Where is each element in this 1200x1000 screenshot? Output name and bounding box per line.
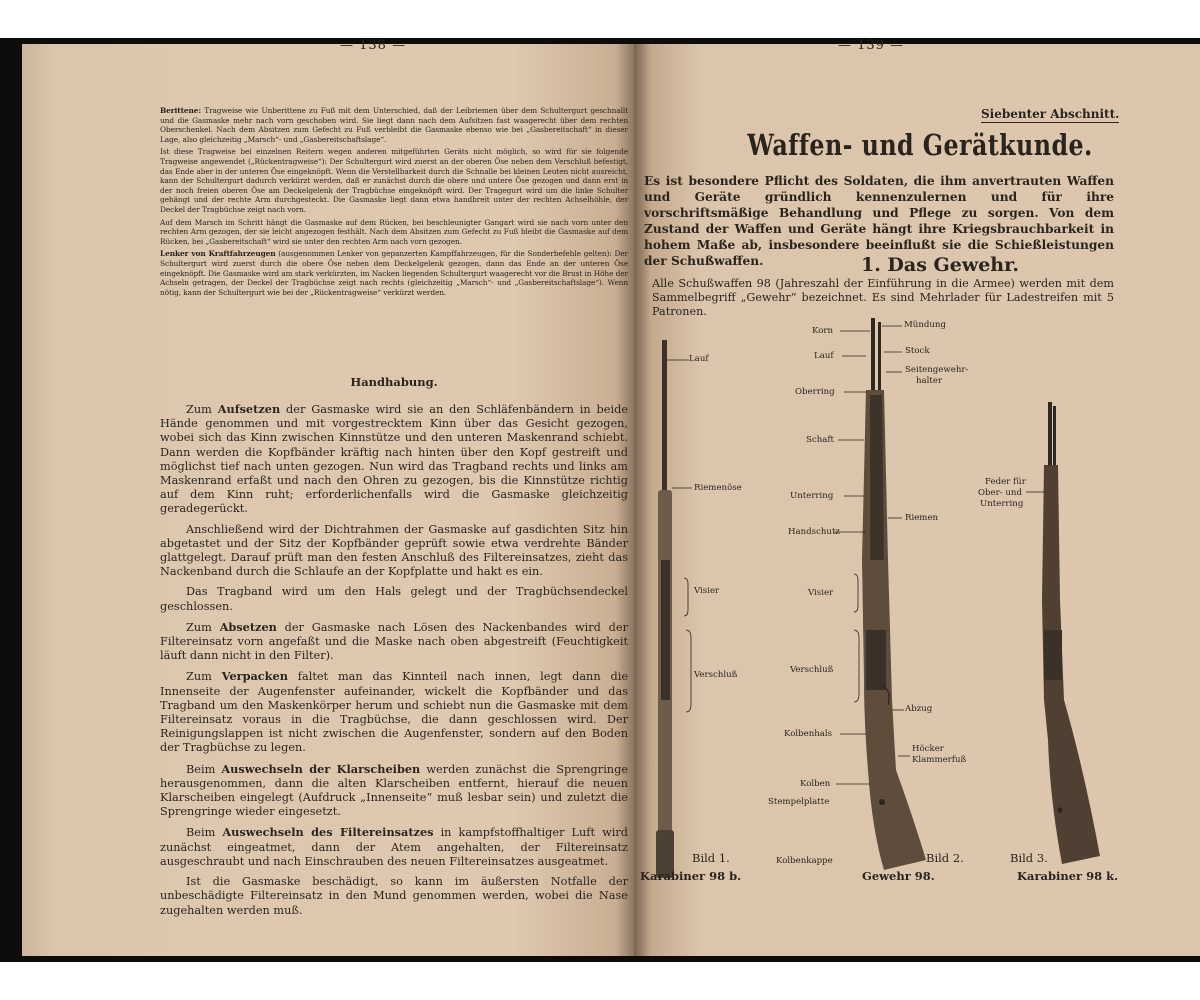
label-klammerfuss: Klammerfuß — [912, 755, 967, 765]
rifle-figure-2 — [834, 318, 926, 870]
label-feder-1: Feder für — [985, 477, 1026, 487]
paragraph-text: werden zunächst die Sprengringe herausgenommen, dann die alten Klarscheiben entfernt, hierauf die neuen Klarscheiben eingelegt (Aufdruck „Innenseite“ muß lesbar sein) und zuletzt die Sprengringe wieder eingesetzt. — [160, 762, 628, 819]
paragraph-text: der Gasmaske wird sie an den Schläfenbändern in beide Hände genommen und mit vorgestrecktem Kinn über das Gesicht gezogen, wobei sich das Kinn zwischen Kinnstütze und den unteren Maskenrand schiebt. Dann werden die Kopfbänder kräftig nach hinten über den Kopf gestreift und möglichst tief nach unten gezogen. Nun wird das Tragband rechts und links am Maskenrand erfaßt und nach den Ohren zu gezogen, bis die Kinnstütze richtig auf dem Kinn ruht; erforderlichenfalls wird die Gasmaske gleichzeitig geradegerückt. — [160, 403, 628, 516]
small-paragraph — [160, 249, 628, 297]
paragraph-bold: Aufsetzen — [217, 402, 281, 416]
label-feder-3: Unterring — [980, 499, 1024, 509]
page-number-right: — 139 — — [838, 38, 905, 53]
bild-3: Bild 3. — [1010, 851, 1048, 865]
paragraph-text: Ist die Gasmaske beschädigt, so kann im äußersten Notfalle der unbeschädigte Filtereinsatz in den Mund genommen werden, wobei die Nase zugehalten werden muß. — [160, 875, 628, 917]
body-paragraph — [160, 669, 628, 755]
label-abzug: Abzug — [905, 704, 933, 714]
paragraph-bold: Auswechseln des Filtereinsatzes — [222, 825, 434, 840]
body-paragraph — [160, 762, 628, 820]
label-lauf-1: Lauf — [689, 354, 709, 364]
paragraph-text: in kampfstoffhaltiger Luft wird zunächst eingeatmet, dann der Atem angehalten, der Filtereinsatz ausgeschraubt und nach Einschrauben des neuen Filtereinsatzes ausgeatmet. — [160, 826, 628, 868]
paragraph-bold: Auswechseln der Klarscheiben — [221, 761, 421, 776]
body-paragraph — [160, 585, 628, 613]
paragraph-pre: Zum — [186, 670, 222, 684]
label-handschutz: Handschutz — [788, 527, 840, 537]
body-paragraph — [160, 523, 628, 580]
label-kolben: Kolben — [800, 779, 831, 789]
paragraph-lead: Berittene: — [160, 106, 201, 115]
paragraph-pre: Zum — [186, 403, 218, 416]
paragraph-lead: Lenker von Kraftfahrzeugen — [160, 249, 276, 259]
page-number-left: — 138 — — [340, 38, 407, 53]
label-feder-2: Ober- und — [978, 488, 1022, 498]
rifle-figure-3 — [1026, 402, 1100, 864]
label-muendung: Mündung — [904, 320, 946, 330]
body-paragraph — [160, 875, 628, 918]
subsection-text: Alle Schußwaffen 98 (Jahreszahl der Einführung in die Armee) werden mit dem Sammelbegriff „Gewehr“ bezeichnet. Es sind Mehrlader für Ladestreifen mit 5 Patronen. — [652, 277, 1114, 318]
subsection-title: 1. Das Gewehr. — [860, 254, 1019, 276]
label-lauf-2: Lauf — [814, 351, 834, 361]
chapter-intro: Es ist besondere Pflicht des Soldaten, die ihm anvertrauten Waffen und Geräte gründlich kennenzulernen und für ihre vorschriftsmäßige Behandlung und Pflege zu sorgen. Von dem Zustand der Waffen und Geräte hängt ihre Kriegsbrauchbarkeit in hohem Maße ab, insbesondere beeinflußt sie die Schießleistungen der Schußwaffen. — [644, 174, 1114, 268]
label-verschluss-1: Verschluß — [694, 670, 738, 680]
label-riemen: Riemen — [905, 513, 939, 523]
section-label: Siebenter Abschnitt. — [981, 107, 1120, 121]
body-paragraph — [160, 620, 628, 664]
small-paragraph — [160, 218, 628, 247]
body-paragraph — [160, 825, 628, 869]
label-schaft: Schaft — [806, 435, 834, 445]
paragraph-pre: Beim — [186, 762, 222, 776]
paragraph-text: Das Tragband wird um den Hals gelegt und der Tragbüchsendeckel geschlossen. — [160, 585, 628, 613]
label-korn: Korn — [812, 326, 834, 336]
label-seitengewehrhalter: Seitengewehr- — [905, 365, 969, 375]
body-text-block — [160, 402, 628, 924]
label-oberring: Oberring — [795, 387, 835, 397]
label-stempelplatte: Stempelplatte — [768, 797, 830, 807]
label-halter: halter — [916, 376, 943, 386]
small-paragraph — [160, 147, 628, 214]
label-stock: Stock — [905, 346, 930, 356]
paragraph-text: Ist diese Tragweise bei einzelnen Reitern wegen anderen mitgeführten Geräts nicht möglich, so wird für sie folgende Tragweise angewendet („Rückentragweise“): Der Schultergurt wird zuerst an der oberen Öse neben dem Verschluß befestigt, das Ende aber in der unteren Öse eingeknöpft. Wenn die Verstellbarkeit durch die Schnalle bei kleinen Leuten nicht ausreicht, kann der Schultergurt dadurch verkürzt werden, daß er zunächst durch die obere und untere Öse gezogen und dann erst in der noch freien oberen Öse am Deckelgelenk der Tragbüchse eingeknöpft wird. Der Tragegurt wird um die linke Schulter gehängt und der rechte Arm durchgesteckt. Die Gasmaske liegt dann etwa handbreit unter der rechten Achselhöhle, der Deckel der Tragbüchse zeigt nach vorn. — [160, 147, 628, 214]
paragraph-bold: Absetzen — [219, 619, 277, 634]
caption-karabiner-98b: Karabiner 98 b. — [640, 869, 742, 883]
paragraph-bold: Verpacken — [221, 669, 288, 684]
bild-1: Bild 1. — [692, 851, 730, 865]
label-unterring: Unterring — [790, 491, 834, 501]
paragraph-text: faltet man das Kinnteil nach innen, legt dann die Innenseite der Augenfenster aufeinander, wickelt die Kopfbänder und das Tragband um den Maskenkörper herum und schiebt nun die Gasmaske mit dem Filtereinsatz voraus in die Tragbüchse, die dann geschlossen wird. Der Reinigungslappen ist nicht zwischen die Augenfenster, sondern auf den Boden der Tragbüchse zu legen. — [160, 670, 628, 755]
paragraph-text: Auf dem Marsch im Schritt hängt die Gasmaske auf dem Rücken, bei beschleunigter Gangart wird sie nach vorn unter den rechten Arm gezogen, der sie leicht angezogen festhält. Nach dem Absitzen zum Gefecht zu Fuß bleibt die Gasmaske auf dem Rücken, bei „Gasbereitschaft“ wird sie unter den rechten Arm nach vorn gezogen. — [160, 217, 628, 246]
small-paragraph — [160, 106, 628, 144]
chapter-title: Waffen- und Gerätkunde. — [747, 128, 1093, 162]
label-riemenoese-1: Riemenöse — [694, 483, 742, 493]
paragraph-text: der Gasmaske nach Lösen des Nackenbandes wird der Filtereinsatz vorn angefaßt und die Maske nach oben abgestreift (Feuchtigkeit läuft dann nicht in den Filter). — [160, 620, 628, 663]
label-kolbenhals: Kolbenhals — [784, 729, 833, 739]
bild-2: Bild 2. — [926, 851, 964, 865]
rifle-figure-1 — [656, 340, 692, 878]
label-visier-1: Visier — [694, 586, 720, 596]
caption-karabiner-98k: Karabiner 98 k. — [1017, 869, 1119, 883]
paragraph-text: (ausgenommen Lenker von gepanzerten Kampffahrzeugen, für die Sonderbefehle gelten): Der Schultergurt wird zuerst durch die obere Öse neben dem Deckelgelenk gezogen, dann das Ende an der unteren Öse eingeknöpft. Die Gasmaske wird am stark verkürzten, im Nacken liegenden Schultergurt waagerecht vor die Brust in Höhe der Achseln getragen, der Deckel der Tragbüchse zeigt nach rechts (gleichzeitig „Marsch“- und „Gasbereitschaftslage“). Wenn nötig, kann der Schultergurt wie bei der „Rückentragweise“ verkürzt werden. — [160, 249, 628, 297]
paragraph-text: Tragweise wie Unberittene zu Fuß mit dem Unterschied, daß der Leibriemen über dem Schultergurt geschnallt und die Gasmaske mehr nach vorn geschoben wird. Sie liegt dann nach dem Aufsitzen fast waagerecht über dem rechten Oberschenkel. Nach dem Absitzen zum Gefecht zu Fuß verbleibt die Gasmaske ebenso wie bei „Gasbereitschaft“ in dieser Lage, also gleichzeitig „Marsch“- und „Gasbereitschaftslage“. — [160, 106, 628, 144]
body-paragraph — [160, 402, 628, 517]
caption-gewehr-98: Gewehr 98. — [862, 869, 935, 883]
subheading: Handhabung. — [350, 375, 438, 389]
small-print-block — [160, 106, 628, 300]
label-visier-2: Visier — [808, 588, 834, 598]
rifle-figures — [634, 300, 1200, 900]
label-verschluss-2: Verschluß — [790, 665, 834, 675]
label-hoecker: Höcker — [912, 744, 944, 754]
paragraph-text: Anschließend wird der Dichtrahmen der Gasmaske auf gasdichten Sitz hin abgetastet und der Sitz der Kopfbänder geprüft sowie etwa verdrehte Bänder glattgelegt. Darauf prüft man den festen Anschluß des Filtereinsatzes, zieht das Nackenband durch die Schlaufe an der Kopfplatte und hakt es ein. — [160, 522, 628, 579]
label-kolbenkappe: Kolbenkappe — [776, 856, 833, 866]
paragraph-pre: Beim — [186, 826, 223, 840]
paragraph-pre: Zum — [186, 620, 220, 634]
